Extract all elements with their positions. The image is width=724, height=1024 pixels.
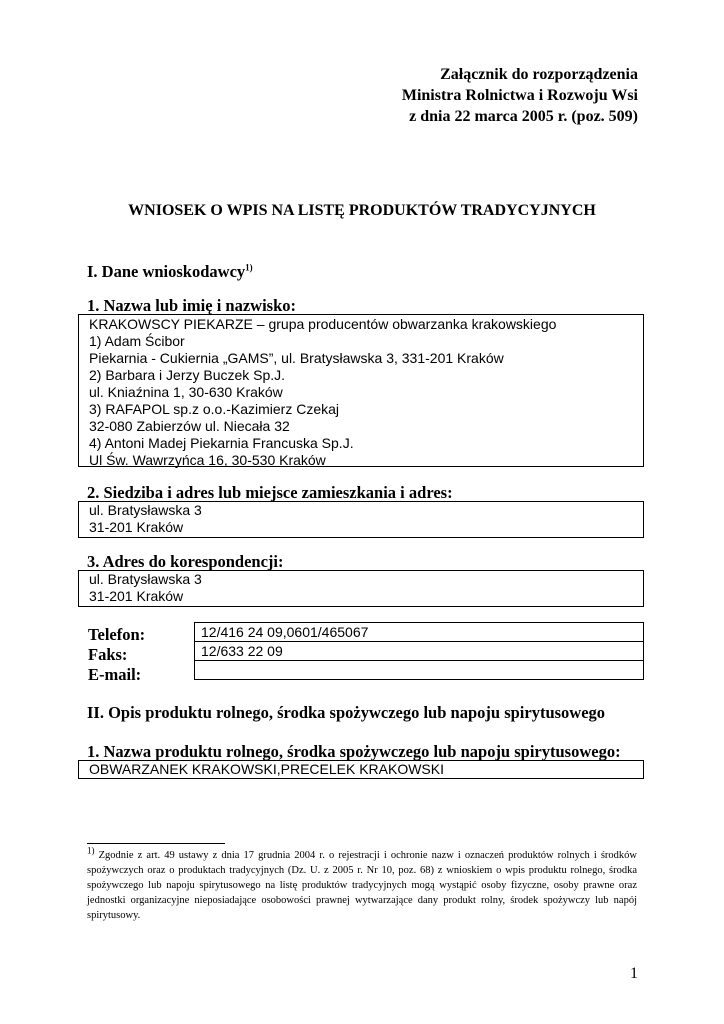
correspondence-address-field[interactable] (78, 570, 644, 607)
applicant-name-line: KRAKOWSCY PIEKARZE – grupa producentów obwarzanka krakowskiego (89, 316, 557, 332)
email-label: E-mail: (88, 665, 142, 684)
phone-field[interactable]: 12/416 24 09,0601/465067 (195, 623, 644, 642)
section-2-heading: II. Opis produktu rolnego, środka spożywczego lub napoju spirytusowego (87, 703, 606, 722)
applicant-name-line: ul. Kniaźnina 1, 30-630 Kraków (89, 384, 283, 400)
product-name-label: 1. Nazwa produktu rolnego, środka spożywczego lub napoju spirytusowego: (87, 742, 621, 761)
question-2-label: 2. Siedziba i adres lub miejsce zamieszkania i adres: (87, 483, 453, 502)
correspondence-address-line: 31-201 Kraków (89, 588, 184, 604)
seat-address-line: 31-201 Kraków (89, 519, 184, 535)
product-name-field[interactable] (78, 760, 644, 779)
contact-table (194, 622, 644, 680)
applicant-name-line: 4) Antoni Madej Piekarnia Francuska Sp.J. (89, 435, 354, 451)
document-title: WNIOSEK O WPIS NA LISTĘ PRODUKTÓW TRADYCYJNYCH (128, 202, 596, 219)
footnote-text: Zgodnie z art. 49 ustawy z dnia 17 grudnia 2004 r. o rejestracji i ochronie nazw i oznaczeń produktów rolnych i środków spożywczych oraz o produktach tradycyjnych (Dz. U. z 2005 r. Nr 10, poz. 68) z wnioskiem o wpis produktu rolnego, środka spożywczego lub napoju spirytusowego na listę produktów tradycyjnych mogą wystąpić osoby fizyczne, osoby prawne oraz jednostki organizacyjne nieposiadające osobowości prawnej wytwarzające dany produkt rolny, środek spożywczy lub napój spirytusowy. (87, 850, 637, 921)
footnote-mark: 1) (87, 845, 95, 856)
email-field[interactable] (195, 661, 644, 680)
correspondence-address-line: ul. Bratysławska 3 (89, 571, 202, 587)
fax-field[interactable]: 12/633 22 09 (195, 642, 644, 661)
question-3-label: 3. Adres do korespondencji: (87, 552, 284, 571)
footnote-divider (87, 843, 225, 844)
fax-label: Faks: (88, 645, 128, 664)
section-1-heading (87, 262, 253, 282)
header-line-3: z dnia 22 marca 2005 r. (poz. 509) (409, 108, 638, 125)
applicant-name-line: 3) RAFAPOL sp.z o.o.-Kazimierz Czekaj (89, 401, 340, 417)
question-1-label: 1. Nazwa lub imię i nazwisko: (87, 296, 297, 315)
footnote (87, 845, 637, 923)
applicant-name-field[interactable] (78, 314, 644, 467)
applicant-name-line: 1) Adam Ścibor (89, 333, 185, 349)
applicant-name-line: 2) Barbara i Jerzy Buczek Sp.J. (89, 367, 286, 383)
applicant-name-line: 32-080 Zabierzów ul. Niecała 32 (89, 418, 290, 434)
product-name-value: OBWARZANEK KRAKOWSKI,PRECELEK KRAKOWSKI (89, 761, 444, 777)
seat-address-line: ul. Bratysławska 3 (89, 502, 202, 518)
header-line-1: Załącznik do rozporządzenia (440, 66, 638, 83)
header-line-2: Ministra Rolnictwa i Rozwoju Wsi (401, 87, 638, 104)
applicant-name-line: Ul Św. Wawrzyńca 16, 30-530 Kraków (89, 452, 326, 468)
page-number: 1 (630, 965, 638, 982)
phone-label: Telefon: (88, 625, 146, 644)
applicant-name-line: Piekarnia - Cukiernia „GAMS”, ul. Bratysławska 3, 331-201 Kraków (89, 350, 504, 366)
footnote-reference: 1) (245, 262, 253, 273)
document-header (402, 64, 638, 127)
section-1-heading-text: I. Dane wnioskodawcy (87, 262, 246, 281)
seat-address-field[interactable] (78, 501, 644, 538)
